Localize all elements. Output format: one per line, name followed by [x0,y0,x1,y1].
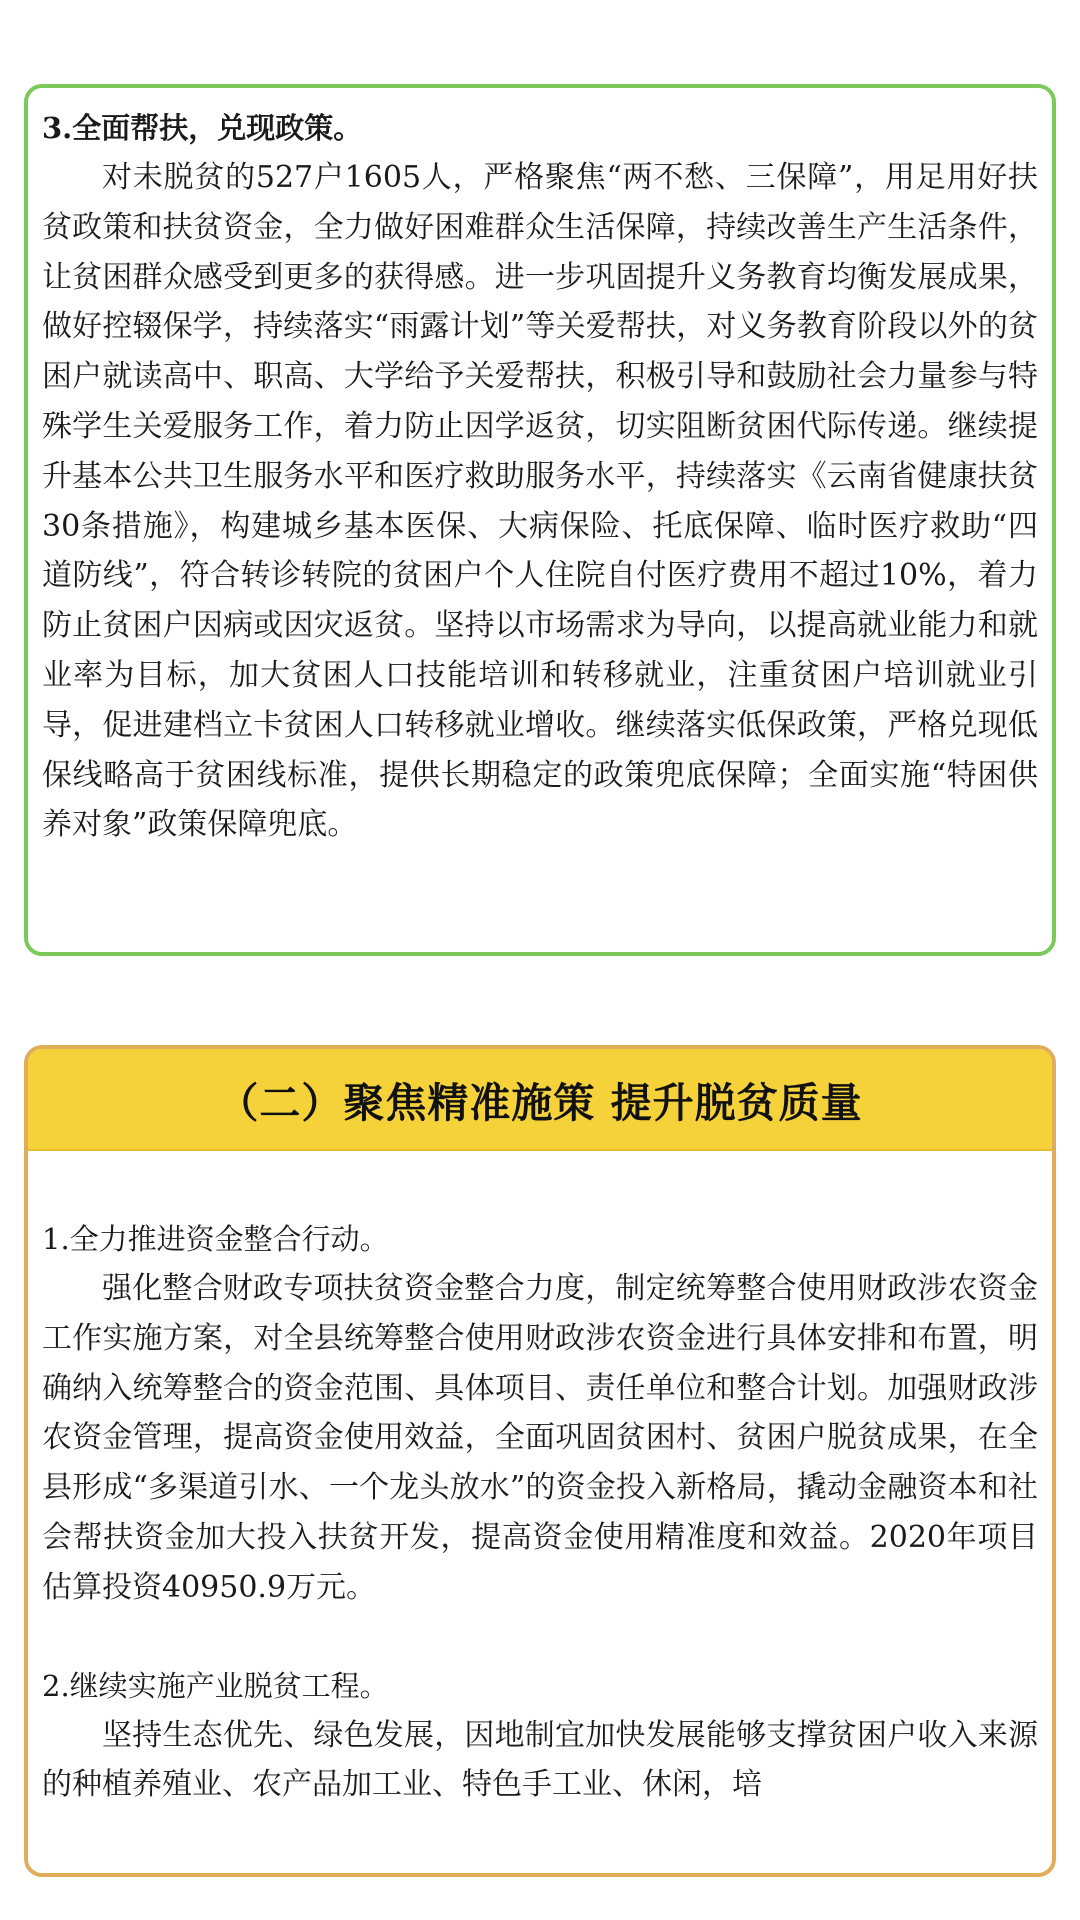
policy-support-box [24,84,1056,956]
spacer [42,1613,1038,1662]
banner-title: （二）聚焦精准施策 提升脱贫质量 [217,1078,863,1127]
section-banner [28,1049,1052,1151]
section-heading-comprehensive-support: 3.全面帮扶，兑现政策。 [42,111,363,145]
section-body [28,1151,1052,1810]
item-paragraph-fund-integration: 强化整合财政专项扶贫资金整合力度，制定统筹整合使用财政涉农资金工作实施方案，对全县统筹整合使用财政涉农资金进行具体安排和布置，明确纳入统筹整合的资金范围、具体项目、责任单位和整合计划。加强财政涉农资金管理，提高资金使用效益，全面巩固贫困村、贫困户脱贫成果，在全县形成“多渠道引水、一个龙头放水”的资金投入新格局，撬动金融资本和社会帮扶资金加大投入扶贫开发，提高资金使用精准度和效益。2020年项目估算投资40950.9万元。 [42,1271,1038,1605]
section-paragraph-comprehensive-support: 对未脱贫的527户1605人，严格聚焦“两不愁、三保障”，用足用好扶贫政策和扶贫资金，全力做好困难群众生活保障，持续改善生产生活条件，让贫困群众感受到更多的获得感。进一步巩固提升义务教育均衡发展成果，做好控辍保学，持续落实“雨露计划”等关爱帮扶，对义务教育阶段以外的贫困户就读高中、职高、大学给予关爱帮扶，积极引导和鼓励社会力量参与特殊学生关爱服务工作，着力防止因学返贫，切实阻断贫困代际传递。继续提升基本公共卫生服务水平和医疗救助服务水平，持续落实《云南省健康扶贫30条措施》，构建城乡基本医保、大病保险、托底保障、临时医疗救助“四道防线”，符合转诊转院的贫困户个人住院自付医疗费用不超过10%，着力防止贫困户因病或因灾返贫。坚持以市场需求为导向，以提高就业能力和就业率为目标，加大贫困人口技能培训和转移就业，注重贫困户培训就业引导，促进建档立卡贫困人口转移就业增收。继续落实低保政策，严格兑现低保线略高于贫困线标准，提供长期稳定的政策兜底保障；全面实施“特困供养对象”政策保障兜底。 [42,160,1039,843]
precision-measures-box [24,1045,1056,1877]
item-heading-industry-poverty-alleviation: 2.继续实施产业脱贫工程。 [42,1668,389,1703]
item-heading-fund-integration: 1.全力推进资金整合行动。 [42,1222,389,1256]
item-paragraph-industry-poverty-alleviation: 坚持生态优先、绿色发展，因地制宜加快发展能够支撑贫困户收入来源的种植养殖业、农产品加工业、特色手工业、休闲，培 [42,1717,1038,1803]
